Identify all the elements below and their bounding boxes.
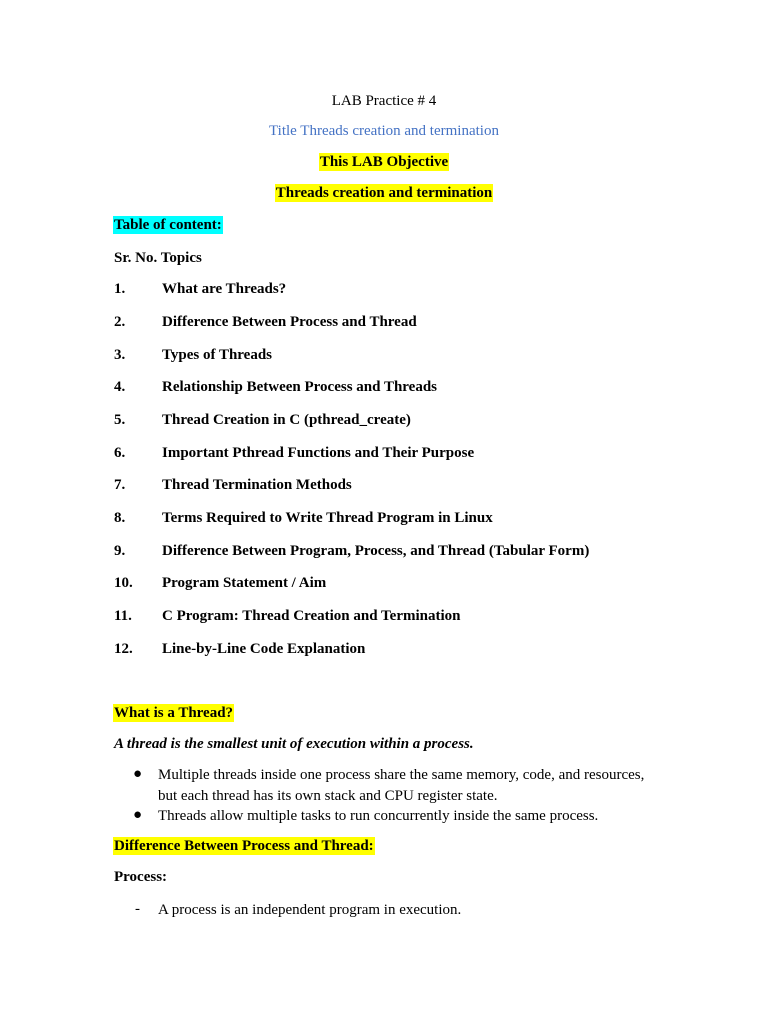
bullet-text: Threads allow multiple tasks to run concurrently inside the same process. xyxy=(158,808,599,824)
toc-col-srno: Sr. No. xyxy=(114,250,158,266)
toc-item-number: 4. xyxy=(114,379,126,395)
bullet-icon: ● xyxy=(133,766,143,782)
thread-definition: A thread is the smallest unit of execution within a process. xyxy=(114,736,474,752)
toc-item-number: 8. xyxy=(114,510,126,526)
toc-item-topic: Program Statement / Aim xyxy=(162,575,327,591)
toc-col-topics: Topics xyxy=(160,250,202,266)
dash-marker: - xyxy=(135,901,140,917)
toc-item-number: 2. xyxy=(114,314,126,330)
toc-item-topic: Terms Required to Write Thread Program in Linux xyxy=(162,510,493,526)
toc-item-topic: Types of Threads xyxy=(162,347,273,363)
lab-subtitle-text: Title Threads creation and termination xyxy=(269,123,499,139)
toc-item-number: 10. xyxy=(114,575,133,591)
objective-heading xyxy=(0,154,768,171)
toc-item-number: 11. xyxy=(114,608,132,624)
toc-item-topic: Difference Between Program, Process, and Thread (Tabular Form) xyxy=(162,543,590,559)
lab-title xyxy=(0,93,768,110)
objective-text-value: Threads creation and termination xyxy=(275,185,493,201)
toc-item-number: 5. xyxy=(114,412,126,428)
objective-text xyxy=(0,185,768,202)
toc-item-number: 12. xyxy=(114,641,133,657)
toc-item-number: 1. xyxy=(114,281,126,297)
lab-title-text: LAB Practice # 4 xyxy=(331,93,437,109)
toc-heading xyxy=(113,215,223,235)
toc-item-number: 6. xyxy=(114,445,126,461)
bullet-text: Multiple threads inside one process share the same memory, code, and resources, but each thread has its own stack and CPU register state. xyxy=(158,767,645,804)
process-point-text: A process is an independent program in execution. xyxy=(158,902,462,918)
objective-heading-text: This LAB Objective xyxy=(319,154,449,170)
toc-item-number: 3. xyxy=(114,347,126,363)
lab-subtitle xyxy=(0,123,768,140)
toc-column-header xyxy=(114,248,202,268)
bullet-icon: ● xyxy=(133,807,143,823)
toc-item-topic: Line-by-Line Code Explanation xyxy=(162,641,366,657)
toc-item-topic: C Program: Thread Creation and Termination xyxy=(162,608,461,624)
toc-item-number: 7. xyxy=(114,477,126,493)
toc-item-topic: Difference Between Process and Thread xyxy=(162,314,417,330)
toc-heading-text: Table of content: xyxy=(114,217,222,233)
toc-item-topic: Important Pthread Functions and Their Purpose xyxy=(162,445,475,461)
thread-section-heading-text: What is a Thread? xyxy=(114,705,234,721)
toc-item-topic: Relationship Between Process and Threads xyxy=(162,379,438,395)
difference-section-heading-text: Difference Between Process and Thread: xyxy=(114,838,374,854)
toc-item-topic: What are Threads? xyxy=(162,281,287,297)
toc-item-topic: Thread Creation in C (pthread_create) xyxy=(162,412,411,428)
thread-section-heading xyxy=(113,703,234,723)
process-label: Process: xyxy=(114,869,168,885)
toc-item-number: 9. xyxy=(114,543,126,559)
difference-section-heading xyxy=(113,836,375,856)
toc-item-topic: Thread Termination Methods xyxy=(162,477,352,493)
